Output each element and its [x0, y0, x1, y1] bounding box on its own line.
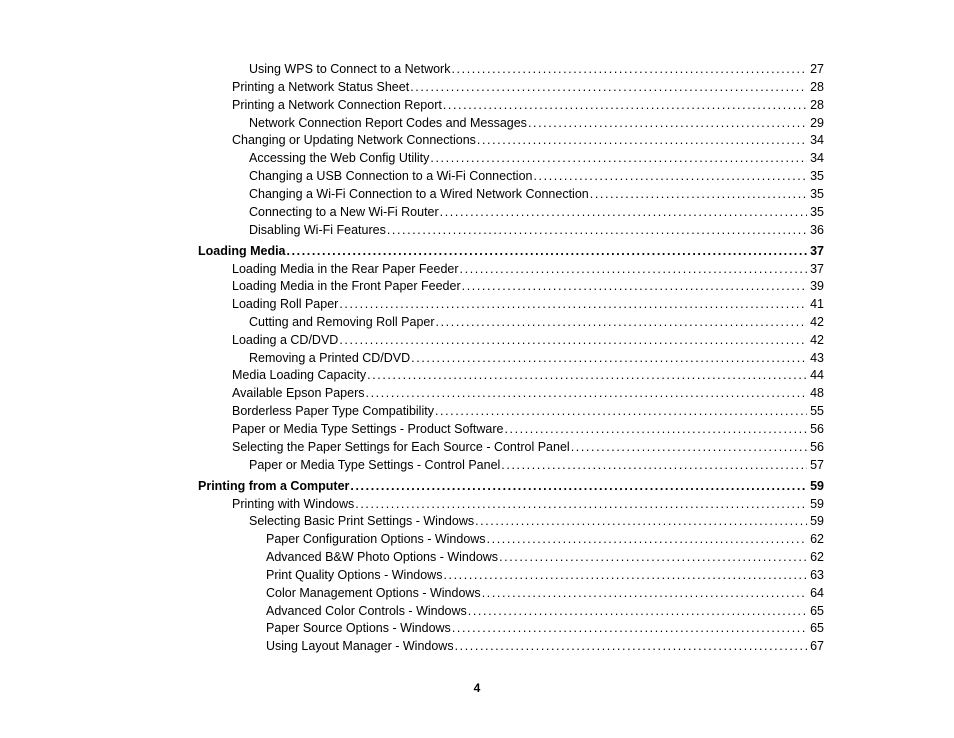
dot-leader [452, 620, 807, 636]
toc-entry-title: Loading a CD/DVD [232, 333, 339, 347]
toc-entry-page: 44 [810, 368, 824, 382]
toc-entry-page: 65 [810, 621, 824, 635]
dot-leader [411, 350, 807, 366]
toc-entry-page: 34 [810, 133, 824, 147]
toc-entry-title: Changing a USB Connection to a Wi-Fi Connection [249, 169, 533, 183]
toc-entry-page: 48 [810, 386, 824, 400]
toc-entry-title: Print Quality Options - Windows [266, 568, 443, 582]
toc-entry[interactable] [249, 61, 824, 77]
toc-entry-page: 27 [810, 62, 824, 76]
toc-entry-page: 57 [810, 458, 824, 472]
toc-entry-page: 41 [810, 297, 824, 311]
dot-leader [451, 61, 807, 77]
toc-entry[interactable] [249, 457, 824, 473]
toc-entry-title: Printing with Windows [232, 497, 355, 511]
toc-entry-page: 63 [810, 568, 824, 582]
toc-entry-title: Cutting and Removing Roll Paper [249, 315, 435, 329]
toc-entry[interactable] [232, 296, 824, 312]
toc-entry-page: 35 [810, 169, 824, 183]
toc-entry[interactable] [249, 186, 824, 202]
toc-entry-page: 37 [810, 244, 824, 258]
toc-entry[interactable] [266, 531, 824, 547]
dot-leader [339, 296, 807, 312]
toc-entry-page: 34 [810, 151, 824, 165]
dot-leader [460, 261, 808, 277]
toc-entry-title: Using Layout Manager - Windows [266, 639, 454, 653]
toc-entry[interactable] [232, 367, 824, 383]
dot-leader [339, 332, 807, 348]
toc-entry-page: 39 [810, 279, 824, 293]
toc-chapter-entry[interactable] [198, 243, 824, 259]
dot-leader [443, 567, 807, 583]
toc-entry-title: Available Epson Papers [232, 386, 365, 400]
dot-leader [366, 385, 808, 401]
toc-entry-page: 42 [810, 333, 824, 347]
dot-leader [468, 603, 807, 619]
toc-entry[interactable] [266, 567, 824, 583]
toc-entry-title: Selecting the Paper Settings for Each Source - Control Panel [232, 440, 570, 454]
toc-entry-title: Loading Roll Paper [232, 297, 339, 311]
toc-entry[interactable] [232, 79, 824, 95]
toc-entry-page: 56 [810, 422, 824, 436]
toc-entry[interactable] [232, 439, 824, 455]
toc-entry-title: Changing or Updating Network Connections [232, 133, 476, 147]
toc-entry-title: Borderless Paper Type Compatibility [232, 404, 434, 418]
dot-leader [387, 222, 807, 238]
toc-entry[interactable] [249, 115, 824, 131]
dot-leader [499, 549, 807, 565]
toc-entry-page: 36 [810, 223, 824, 237]
toc-entry-page: 56 [810, 440, 824, 454]
toc-entry-page: 35 [810, 205, 824, 219]
toc-entry-title: Using WPS to Connect to a Network [249, 62, 451, 76]
toc-entry-title: Connecting to a New Wi-Fi Router [249, 205, 439, 219]
dot-leader [410, 79, 807, 95]
toc-entry[interactable] [266, 549, 824, 565]
dot-leader [501, 457, 807, 473]
toc-entry-title: Paper or Media Type Settings - Control Panel [249, 458, 501, 472]
toc-entry[interactable] [232, 496, 824, 512]
dot-leader [462, 278, 807, 294]
toc-entry[interactable] [232, 97, 824, 113]
toc-chapter-entry[interactable] [198, 478, 824, 494]
dot-leader [487, 531, 808, 547]
dot-leader [435, 403, 807, 419]
dot-leader [350, 478, 807, 494]
toc-entry-title: Selecting Basic Print Settings - Windows [249, 514, 475, 528]
dot-leader [455, 638, 808, 654]
toc-entry-page: 29 [810, 116, 824, 130]
toc-entry[interactable] [232, 385, 824, 401]
toc-entry-page: 67 [810, 639, 824, 653]
toc-entry-page: 43 [810, 351, 824, 365]
toc-entry-title: Loading Media [198, 244, 286, 258]
toc-entry-page: 35 [810, 187, 824, 201]
toc-entry-title: Paper Source Options - Windows [266, 621, 451, 635]
toc-entry-title: Loading Media in the Rear Paper Feeder [232, 262, 459, 276]
toc-entry-page: 42 [810, 315, 824, 329]
toc-entry-title: Network Connection Report Codes and Messages [249, 116, 527, 130]
toc-entry[interactable] [232, 261, 824, 277]
dot-leader [477, 132, 807, 148]
dot-leader [367, 367, 807, 383]
toc-entry-title: Changing a Wi-Fi Connection to a Wired Network Connection [249, 187, 589, 201]
toc-entry-title: Media Loading Capacity [232, 368, 367, 382]
toc-entry[interactable] [232, 278, 824, 294]
toc-entry-title: Loading Media in the Front Paper Feeder [232, 279, 461, 293]
toc-entry-title: Printing a Network Status Sheet [232, 80, 410, 94]
dot-leader [482, 585, 807, 601]
toc-entry-title: Paper Configuration Options - Windows [266, 532, 486, 546]
toc-entry-title: Removing a Printed CD/DVD [249, 351, 411, 365]
toc-entry[interactable] [266, 585, 824, 601]
dot-leader [528, 115, 807, 131]
dot-leader [504, 421, 807, 437]
toc-entry[interactable] [249, 513, 824, 529]
toc-entry-title: Advanced B&W Photo Options - Windows [266, 550, 499, 564]
toc-entry[interactable] [232, 403, 824, 419]
toc-entry[interactable] [232, 421, 824, 437]
toc-entry-page: 55 [810, 404, 824, 418]
toc-entry-page: 37 [810, 262, 824, 276]
toc-entry-page: 28 [810, 98, 824, 112]
toc-entry-page: 59 [810, 514, 824, 528]
dot-leader [475, 513, 807, 529]
toc-entry-title: Advanced Color Controls - Windows [266, 604, 467, 618]
toc-entry-title: Paper or Media Type Settings - Product Software [232, 422, 504, 436]
toc-entry-title: Printing from a Computer [198, 479, 350, 493]
toc-entry[interactable] [266, 620, 824, 636]
toc-entry[interactable] [249, 314, 824, 330]
dot-leader [436, 314, 808, 330]
toc-entry[interactable] [249, 350, 824, 366]
dot-leader [533, 168, 807, 184]
toc-entry[interactable] [249, 150, 824, 166]
toc-entry[interactable] [249, 222, 824, 238]
dot-leader [571, 439, 807, 455]
toc-entry[interactable] [249, 204, 824, 220]
toc-entry-title: Color Management Options - Windows [266, 586, 481, 600]
toc-entry[interactable] [266, 603, 824, 619]
dot-leader [590, 186, 807, 202]
toc-entry[interactable] [249, 168, 824, 184]
dot-leader [287, 243, 808, 259]
toc-entry[interactable] [232, 332, 824, 348]
dot-leader [440, 204, 807, 220]
toc-entry-page: 59 [810, 497, 824, 511]
toc-entry-page: 28 [810, 80, 824, 94]
toc-entry-title: Disabling Wi-Fi Features [249, 223, 386, 237]
toc-entry-page: 59 [810, 479, 824, 493]
toc-entry[interactable] [232, 132, 824, 148]
toc-entry-title: Accessing the Web Config Utility [249, 151, 430, 165]
toc-entry-title: Printing a Network Connection Report [232, 98, 442, 112]
dot-leader [355, 496, 807, 512]
toc-entry-page: 65 [810, 604, 824, 618]
page-number: 4 [473, 681, 481, 695]
toc-entry-page: 62 [810, 532, 824, 546]
dot-leader [443, 97, 807, 113]
toc-entry-page: 64 [810, 586, 824, 600]
toc-entry[interactable] [266, 638, 824, 654]
toc-entry-page: 62 [810, 550, 824, 564]
dot-leader [430, 150, 807, 166]
